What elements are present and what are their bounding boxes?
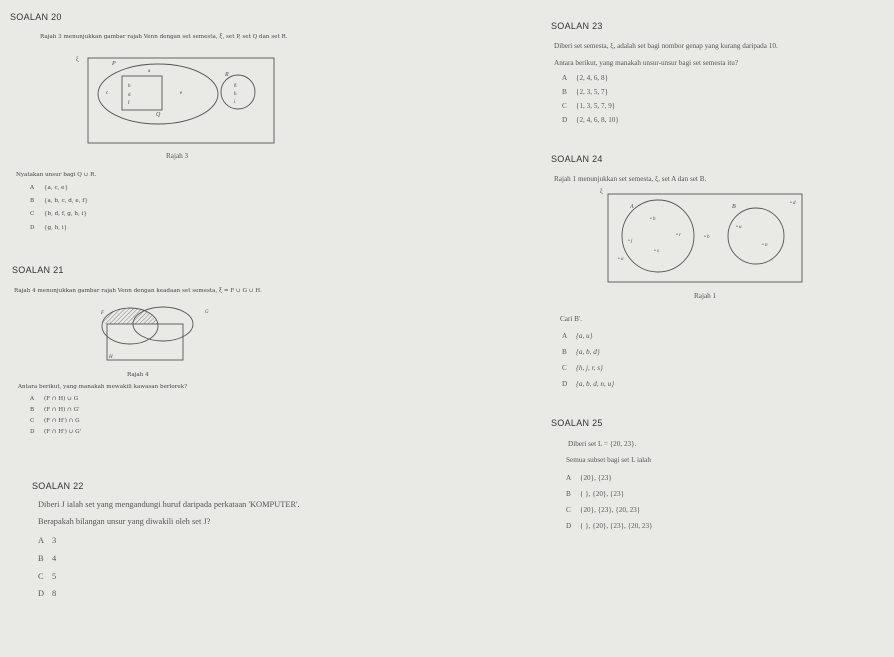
soalan-21-option-c[interactable]: C (F ∩ H') ∩ G (30, 418, 80, 424)
venn-element-i: i (234, 100, 236, 105)
venn-element-u-top: • u (736, 225, 742, 230)
rajah-4-caption: Rajah 4 (127, 372, 149, 378)
venn-diagram-rajah-3 (70, 52, 280, 152)
soalan-21-option-a[interactable]: A (F ∩ H) ∪ G (30, 396, 79, 402)
venn-label-xi: ξ (76, 57, 79, 63)
soalan-21-option-b[interactable]: B (F ∩ H) ∩ G' (30, 407, 80, 413)
soalan-24-option-d[interactable]: D {a, b, d, n, u} (562, 380, 615, 388)
venn-element-e: e (180, 91, 183, 96)
soalan-20-option-a[interactable]: A {a, c, e} (30, 185, 69, 191)
venn-element-h: h (234, 92, 237, 97)
soalan-21-option-d[interactable]: D (F ∩ H') ∪ G' (30, 429, 82, 435)
soalan-22-option-c[interactable]: C 5 (38, 572, 57, 581)
soalan-24-prompt: Cari B'. (560, 315, 583, 323)
soalan-21-question: Rajah 4 menunjukkan gambar rajah Venn dengan keadaan set semesta, ξ = F ∪ G ∪ H. (14, 288, 262, 294)
soalan-24-question: Rajah 1 menunjukkan set semesta, ξ, set A dan set B. (554, 175, 707, 183)
soalan-25-question-2: Semua subset bagi set L ialah (566, 456, 651, 464)
soalan-23-question-2: Antara berikut, yang manakah unsur-unsur bagi set semesta itu? (554, 59, 739, 67)
soalan-25-question-1: Diberi set L = {20, 23}. (568, 440, 637, 448)
soalan-22-option-a[interactable]: A 3 (38, 536, 57, 545)
soalan-20-option-c[interactable]: C {b, d, f, g, h, i} (30, 211, 87, 217)
venn-label-xi-24: ξ (600, 189, 603, 195)
venn-element-b: • b (704, 235, 710, 240)
venn-element-h: • h (650, 217, 656, 222)
soalan-23-option-a[interactable]: A {2, 4, 6, 8} (562, 74, 609, 82)
venn-label-f: F (101, 311, 105, 316)
soalan-20-prompt: Nyatakan unsur bagi Q ∪ R. (16, 172, 97, 178)
venn-element-d: • d (790, 201, 796, 206)
soalan-22-heading: SOALAN 22 (32, 481, 84, 491)
venn-element-d: d (128, 93, 131, 98)
venn-element-r: • r (676, 233, 681, 238)
soalan-24-option-b[interactable]: B {a, b, d} (562, 348, 600, 356)
soalan-21-heading: SOALAN 21 (12, 265, 64, 275)
soalan-25-option-a[interactable]: A {20}, {23} (566, 474, 612, 482)
soalan-21-prompt: Antara berikut, yang manakah mewakili kawasan berlorek? (18, 384, 188, 390)
soalan-20-option-d[interactable]: D {g, h, i} (30, 225, 68, 231)
venn-label-g: G (205, 310, 209, 315)
rajah-1-caption: Rajah 1 (694, 292, 717, 300)
soalan-25-heading: SOALAN 25 (551, 418, 603, 428)
venn-label-q: Q (156, 112, 161, 118)
venn-label-r: R (225, 72, 229, 78)
rajah-3-caption: Rajah 3 (166, 152, 189, 160)
soalan-22-question-1: Diberi J ialah set yang mengandungi huruf daripada perkataan 'KOMPUTER'. (38, 500, 300, 509)
soalan-23-option-d[interactable]: D {2, 4, 6, 8, 10} (562, 116, 619, 124)
venn-element-g: g (234, 83, 237, 88)
soalan-23-heading: SOALAN 23 (551, 21, 603, 31)
soalan-25-option-b[interactable]: B { }, {20}, {23} (566, 490, 625, 498)
venn-diagram-rajah-1 (592, 184, 820, 290)
venn-element-a: a (148, 69, 151, 74)
venn-label-p: P (112, 61, 116, 67)
soalan-20-heading: SOALAN 20 (10, 12, 62, 22)
soalan-20-option-b[interactable]: B {a, b, c, d, e, f} (30, 198, 88, 204)
venn-element-s: • s (654, 249, 659, 254)
soalan-22-question-2: Berapakah bilangan unsur yang diwakili oleh set J? (38, 517, 211, 526)
venn-element-n: • n (762, 243, 768, 248)
soalan-24-heading: SOALAN 24 (551, 154, 603, 164)
venn-element-j: • j (628, 239, 633, 244)
soalan-23-option-b[interactable]: B {2, 3, 5, 7} (562, 88, 609, 96)
soalan-25-option-c[interactable]: C {20}, {23}, {20, 23} (566, 506, 641, 514)
venn-element-f: f (128, 101, 130, 106)
soalan-23-question-1: Diberi set semesta, ξ, adalah set bagi nombor genap yang kurang daripada 10. (554, 42, 778, 50)
venn-label-h: H (109, 355, 113, 360)
venn-label-a: A (630, 204, 634, 210)
soalan-24-option-c[interactable]: C {h, j, r, s} (562, 364, 603, 372)
venn-element-c: c (106, 91, 109, 96)
soalan-22-option-d[interactable]: D 8 (38, 589, 57, 598)
venn-element-a: • a (618, 257, 624, 262)
soalan-23-option-c[interactable]: C {1, 3, 5, 7, 9} (562, 102, 616, 110)
soalan-25-option-d[interactable]: D { }, {20}, {23}, {20, 23} (566, 522, 653, 530)
soalan-20-question: Rajah 3 menunjukkan gambar rajah Venn dengan set semesta, ξ, set P, set Q dan set R. (40, 34, 288, 40)
venn-diagram-rajah-4 (95, 300, 225, 370)
soalan-24-option-a[interactable]: A {a, u} (562, 332, 593, 340)
soalan-22-option-b[interactable]: B 4 (38, 554, 57, 563)
venn-element-b: b (128, 84, 131, 89)
venn-label-b: B (732, 204, 736, 210)
